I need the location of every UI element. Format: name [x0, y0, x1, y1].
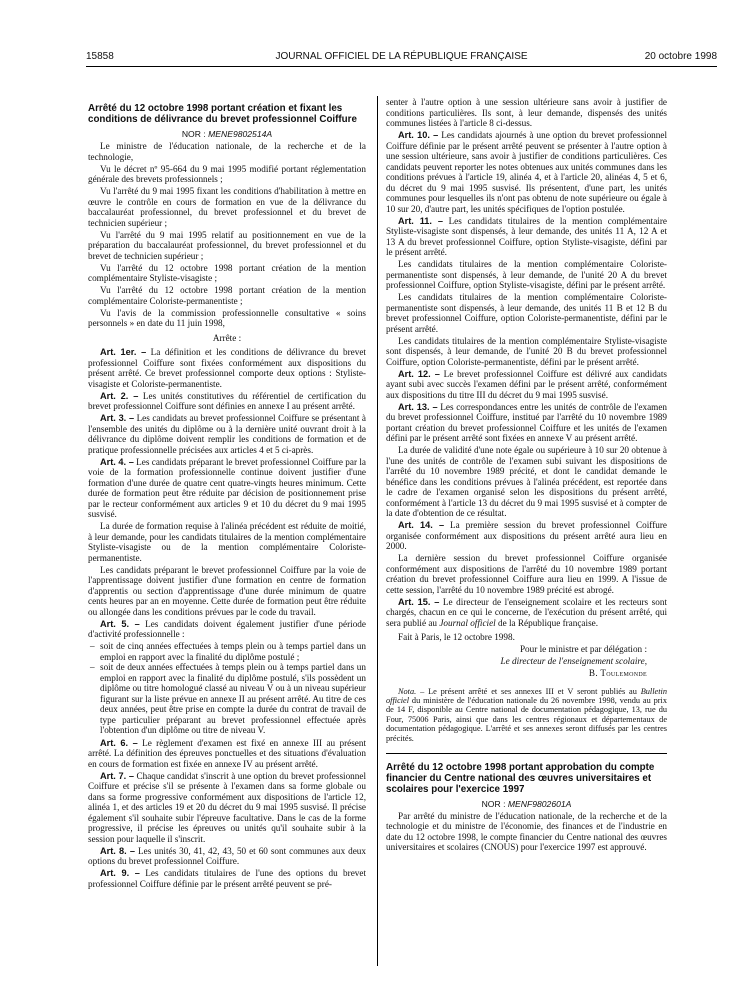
article-label: Art. 11. – [398, 215, 443, 226]
article-text: Les candidats au brevet professionnel Coiffure se présentant à l'ensemble des unités du diplôme ou à la dernière unité ouvrant droit à la délivrance du diplôme doivent remplir les conditions de formation et de pratique professionnelle précisées aux articles 4 et 5 ci-après. [88, 413, 366, 455]
article-14-paragraph: La dernière session du brevet professionnel Coiffure organisée conformément aux dispositions de l'arrêté du 10 novembre 1989 portant création du brevet professionnel Coiffure aura lieu en 1999. A l'issue de cette session, l'arrêté du 10 novembre 1989 précité est abrogé. [386, 553, 667, 595]
article-label: Art. 2. – [100, 390, 139, 401]
vu-paragraph: Vu l'arrêté du 12 octobre 1998 portant création de la mention complémentaire Styliste-visagiste ; [88, 262, 366, 283]
nor-code: MENE9802514A [208, 129, 273, 139]
article-label: Art. 15. – [398, 596, 440, 607]
nor-prefix: NOR : [181, 129, 209, 139]
fait-line: Fait à Paris, le 12 octobre 1998. [398, 632, 515, 642]
article-10 [386, 130, 667, 214]
article-label: Art. 14. – [398, 520, 445, 530]
article-4-paragraph: La durée de formation requise à l'alinéa précédent est réduite de moitié, à leur demande, pour les candidats titulaires de la mention complémentaire Styliste-visagiste ou de la mention complémentaire Coloriste-permanentiste. [88, 521, 366, 563]
column-divider [377, 96, 378, 966]
article-14 [386, 520, 667, 552]
vu-paragraph: Vu l'arrêté du 12 octobre 1998 portant création de la mention complémentaire Coloriste-permanentiste ; [88, 285, 366, 306]
bulletin-officiel-ref: Bulletin officiel [386, 686, 667, 705]
article-text: Chaque candidat s'inscrit à une option du brevet professionnel Coiffure et précise s'il se présente à l'examen dans sa forme globale ou dans sa forme progressive conformément aux dispositions de l'article 12, alinéa 1, et des articles 19 et 20 du décret du 9 mai 1995 susvisé. Il précise également s'il souhaite subir l'épreuve facultative. Dans le cas de la forme progressive, il précise les épreuves ou unités qu'il souhaite subir à la session pour laquelle il s'inscrit. [88, 770, 366, 844]
article-label: Art. 8. – [100, 845, 136, 856]
issue-date: 20 octobre 1998 [644, 51, 717, 62]
article-13 [386, 402, 667, 444]
vu-paragraph: Vu le décret nº 95-664 du 9 mai 1995 modifié portant réglementation générale des brevets professionnels ; [88, 163, 366, 184]
article-text: Les unités 30, 41, 42, 43, 50 et 60 sont communes aux deux options du brevet professionnel Coiffure. [88, 845, 366, 866]
article-6 [88, 738, 366, 770]
article-text: Les correspondances entre les unités de contrôle de l'examen du brevet professionnel Coiffure, institué par l'arrêté du 10 novembre 1989 portant création du brevet professionnel Coiffure et les unités de l'examen défini par le présent arrêté sont fixées en annexe V au présent arrêté. [386, 401, 667, 443]
list-item: – soit de cinq années effectuées à temps plein ou à temps partiel dans un emploi en rapport avec la finalité du diplôme postulé ; [88, 641, 366, 662]
decree-title: Arrêté du 12 octobre 1998 portant création et fixant les conditions de délivrance du brevet professionnel Coiffure [88, 103, 357, 125]
article-label: Art. 7. – [100, 770, 135, 781]
article-text: Les candidats doivent également justifier d'une période d'activité professionnelle : [88, 618, 366, 639]
article-15 [386, 597, 667, 629]
article-3 [88, 413, 366, 455]
article-label: Art. 1er. – [100, 347, 147, 357]
article-11-paragraph: Les candidats titulaires de la mention complémentaire Coloriste-permanentiste sont dispensés, à leur demande, de l'unité 20 A du brevet professionnel Coiffure, option Styliste-visagiste, défini par le présent arrêté. [386, 259, 667, 290]
article-5-list [88, 641, 366, 736]
article-label: Art. 6. – [100, 737, 138, 748]
article-7 [88, 771, 366, 845]
article-text: Le directeur de l'enseignement scolaire et les recteurs sont chargés, chacun en ce qui le concerne, de l'exécution du présent arrêté, qui sera publié au [386, 596, 667, 628]
article-11-paragraph: Les candidats titulaires de la mention complémentaire Coloriste-permanentiste sont dispensés, à leur demande, des unités 11 B et 12 B du brevet professionnel Coiffure, option Coloriste-permanentiste, défini par le présent arrêté. [386, 292, 667, 334]
article-4-paragraph: Les candidats préparant le brevet professionnel Coiffure par la voie de l'apprentissage doivent justifier d'une formation en centre de formation d'apprentis ou section d'apprentissage d'une durée minimum de quatre cents heures par an en moyenne. Cette durée de formation peut être réduite ou allongée dans les conditions prévues par le code du travail. [88, 564, 366, 617]
header-rule [86, 66, 717, 67]
nota-note: Nota. – Le présent arrêté et ses annexes III et V seront publiés au Bulletin officiel du ministère de l'éducation nationale du 26 novembre 1998, vendu au prix de 14 F, disponible au Centre national de documentation pédagogique, 13, rue du Four, 75006 Paris, ainsi que dans les centres régionaux et départementaux de documentation pédagogique. L'arrêté et ses annexes seront diffusés par les centres précités. [386, 686, 667, 743]
vu-paragraph: Vu l'arrêté du 9 mai 1995 fixant les conditions d'habilitation à mettre en œuvre le contrôle en cours de formation en vue de la délivrance du baccalauréat professionnel, du brevet professionnel et du brevet de technicien supérieur ; [88, 186, 366, 228]
article-label: Art. 4. – [100, 456, 134, 467]
article-9-continuation: senter à l'autre option à une session ultérieure sans avoir à justifier de conditions particulières. Ils sont, à leur demande, dispensés des unités communes listées à l'article 8 ci-dessus. [386, 97, 667, 128]
article-label: Art. 13. – [398, 401, 438, 412]
article-2 [88, 391, 366, 412]
article-text: Le brevet professionnel Coiffure est délivré aux candidats ayant subi avec succès l'examen défini par le présent arrêté, conformément aux dispositions du titre III du décret du 9 mai 1995 susvisé. [386, 368, 668, 400]
article-label: Art. 5. – [100, 618, 140, 629]
article-text: Les unités constitutives du référentiel de certification du brevet professionnel Coiffure sont définies en annexe I au présent arrêté. [88, 390, 367, 411]
article-12 [386, 369, 667, 401]
article-label: Art. 10. – [398, 130, 439, 140]
article-11 [386, 216, 667, 258]
article-text: La définition et les conditions de délivrance du brevet professionnel Coiffure sont fixées conformément aux dispositions du présent arrêté. Ce brevet professionnel comporte deux options : Styliste-visagiste et Coloriste-permanentiste. [88, 347, 366, 389]
article-text: Les candidats titulaires de la mention complémentaire Styliste-visagiste sont dispensés, à leur demande, des unités 11 A, 12 A et 13 A du brevet professionnel Coiffure, option Styliste-visagiste, défini par le présent arrêté. [386, 215, 667, 257]
article-label: Art. 12. – [398, 368, 440, 379]
nor-code-2: MENF9802601A [507, 798, 572, 809]
article-text: Le règlement d'examen est fixé en annexe III au présent arrêté. La définition des épreuves ponctuelles et des situations d'évaluation en cours de formation est fixée en annexe IV au présent arrêté. [88, 737, 367, 769]
article-text: Les candidats titulaires de l'une des options du brevet professionnel Coiffure définie par le présent arrêté peuvent se pré- [88, 868, 366, 889]
left-column [88, 97, 366, 891]
list-item: – soit de deux années effectuées à temps plein ou à temps partiel dans un emploi en rapport avec la finalité du diplôme postulé, s'ils possèdent un diplôme ou titre homologué classé au niveau V ou à un niveau supérieur figurant sur la liste prévue en annexe II au présent arrêté. Au titre de ces deux années, peut être prise en compte la durée du contrat de travail de type particulier préparant au brevet professionnel effectuée après l'obtention d'un diplôme ou titre de niveau V. [88, 662, 366, 736]
signatory-name: B. Toulemonde [588, 668, 647, 678]
minister-paragraph: Le ministre de l'éducation nationale, de la recherche et de la technologie, [88, 141, 366, 162]
approval-paragraph: Par arrêté du ministre de l'éducation nationale, de la recherche et de la technologie et du ministre de l'économie, des finances et de l'industrie en date du 12 octobre 1998, le compte financier du Centre national des œuvres universitaires et scolaires (CNOUS) pour l'exercice 1997 est approuvé. [386, 810, 667, 853]
page-number: 15858 [86, 51, 114, 62]
vu-paragraph: Vu l'arrêté du 9 mai 1995 relatif au positionnement en vue de la préparation du baccalauréat professionnel, du brevet professionnel et du brevet de technicien supérieur ; [88, 229, 366, 261]
article-1 [88, 347, 366, 389]
article-13-paragraph: La durée de validité d'une note égale ou supérieure à 10 sur 20 obtenue à l'une des unités de contrôle de l'examen subi suivant les dispositions de l'arrêté du 10 novembre 1989 précité, et dont le candidat demande le bénéfice dans les conditions prévues à l'alinéa précédent, est reportée dans le cadre de l'examen organisé selon les dispositions du présent arrêté, conformément à l'article 13 du décret du 9 mai 1995 susvisé et à compter de la date d'obtention de ce résultat. [386, 445, 667, 518]
nota-label: Nota. [398, 686, 417, 696]
arrete-heading: Arrête : [212, 332, 242, 343]
section-separator [386, 753, 667, 754]
nor-reference-2: NOR : MENF9802601A [481, 798, 572, 809]
article-text: Les candidats ajournés à une option du brevet professionnel Coiffure définie par le présent arrêté peuvent se présenter à l'autre option à une session ultérieure, sans avoir à justifier de conditions particulières. Ces candidats peuvent reporter les notes obtenues aux unités communes dans les conditions prévues à l'article 19, alinéa 4, et à l'article 20, alinéas 4, 5 et 6, du décret du 9 mai 1995 susvisé. Ils présentent, d'une part, les unités communes pour lesquelles ils n'ont pas obtenu de note supérieure ou égale à 10 sur 20, d'autre part, les unités spécifiques de l'option postulée. [386, 130, 667, 214]
right-column [386, 97, 667, 854]
article-5 [88, 619, 366, 640]
nor-reference [88, 129, 366, 140]
article-8 [88, 846, 366, 867]
article-text: de la République française. [495, 617, 599, 628]
article-4 [88, 457, 366, 520]
journal-officiel-ref: Journal officiel [439, 617, 496, 628]
decree-title-2: Arrêté du 12 octobre 1998 portant approbation du compte financier du Centre national des œuvres universitaires et scolaires pour l'exercice 1997 [386, 761, 655, 795]
article-label: Art. 9. – [100, 868, 140, 878]
signature-title: Le directeur de l'enseignement scolaire, [500, 656, 647, 666]
article-9 [88, 868, 366, 889]
article-label: Art. 3. – [100, 413, 135, 423]
vu-paragraph: Vu l'avis de la commission professionnelle consultative « soins personnels » en date du 11 juin 1998, [88, 307, 366, 328]
article-text: La première session du brevet professionnel Coiffure organisée conformément aux dispositions du présent arrêté aura lieu en 2000. [386, 520, 667, 551]
journal-title: JOURNAL OFFICIEL DE LA RÉPUBLIQUE FRANÇAISE [275, 51, 528, 62]
signature-line: Pour le ministre et par délégation : [519, 644, 647, 654]
article-11-paragraph: Les candidats titulaires de la mention complémentaire Styliste-visagiste sont dispensés, à leur demande, de l'unité 20 B du brevet professionnel Coiffure, option Coloriste-permanentiste, défini par le présent arrêté. [386, 335, 667, 367]
article-text: Les candidats préparant le brevet professionnel Coiffure par la voie de la formation professionnelle continue doivent justifier d'une formation d'une durée de quatre cent quatre-vingts heures minimum. Cette durée de formation peut être réduite par décision de positionnement prise par le recteur conformément aux articles 9 et 10 du décret du 9 mai 1995 susvisé. [88, 456, 366, 519]
